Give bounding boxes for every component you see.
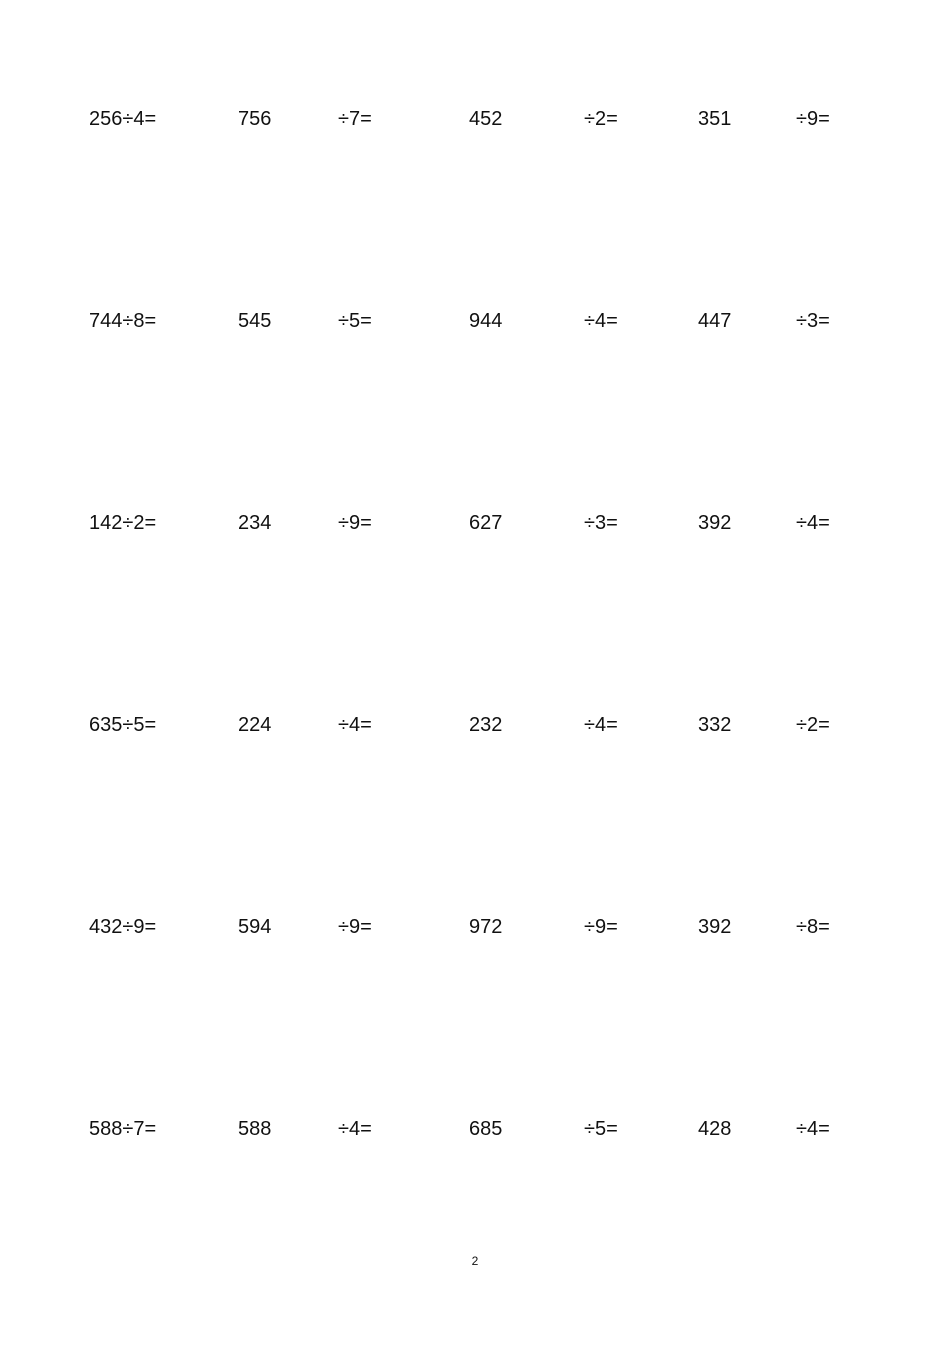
problem-text: 756 (238, 108, 272, 130)
problem-row (0, 711, 950, 739)
problem-text: ÷9= (338, 916, 372, 938)
problem-text: 428 (698, 1118, 732, 1140)
problem-row (0, 509, 950, 537)
problem-text: ÷4= (584, 310, 618, 332)
problem-text: 588 (238, 1118, 272, 1140)
problem-text: 944 (469, 310, 503, 332)
problem-text: 588÷7= (89, 1118, 157, 1140)
problem-text: 972 (469, 916, 503, 938)
problem-text: 256÷4= (89, 108, 157, 130)
problem-row (0, 1115, 950, 1143)
problem-text: ÷2= (796, 714, 830, 736)
problem-text: ÷9= (338, 512, 372, 534)
problem-text: 545 (238, 310, 272, 332)
problem-text: ÷4= (338, 714, 372, 736)
problem-text: ÷8= (796, 916, 830, 938)
problem-text: ÷4= (796, 1118, 830, 1140)
problem-text: ÷7= (338, 108, 372, 130)
problem-text: ÷4= (584, 714, 618, 736)
problem-text: 234 (238, 512, 272, 534)
problem-text: 351 (698, 108, 732, 130)
problem-text: 635÷5= (89, 714, 157, 736)
problem-text: ÷5= (584, 1118, 618, 1140)
problem-text: 232 (469, 714, 503, 736)
problem-text: 392 (698, 916, 732, 938)
problem-text: 224 (238, 714, 272, 736)
problem-text: 452 (469, 108, 503, 130)
problem-row (0, 307, 950, 335)
problem-text: ÷4= (796, 512, 830, 534)
problem-text: 744÷8= (89, 310, 157, 332)
problem-text: ÷9= (584, 916, 618, 938)
problem-text: 392 (698, 512, 732, 534)
problem-text: 447 (698, 310, 732, 332)
problem-text: ÷4= (338, 1118, 372, 1140)
problem-text: 432÷9= (89, 916, 157, 938)
problem-text: 142÷2= (89, 512, 157, 534)
page-number: 2 (471, 1254, 479, 1268)
problem-text: ÷3= (584, 512, 618, 534)
problem-row (0, 913, 950, 941)
problem-text: ÷9= (796, 108, 830, 130)
problem-text: ÷3= (796, 310, 830, 332)
problem-text: ÷2= (584, 108, 618, 130)
problem-row (0, 105, 950, 133)
problem-text: 332 (698, 714, 732, 736)
problem-text: 685 (469, 1118, 503, 1140)
problem-text: 627 (469, 512, 503, 534)
problem-text: ÷5= (338, 310, 372, 332)
problem-text: 594 (238, 916, 272, 938)
